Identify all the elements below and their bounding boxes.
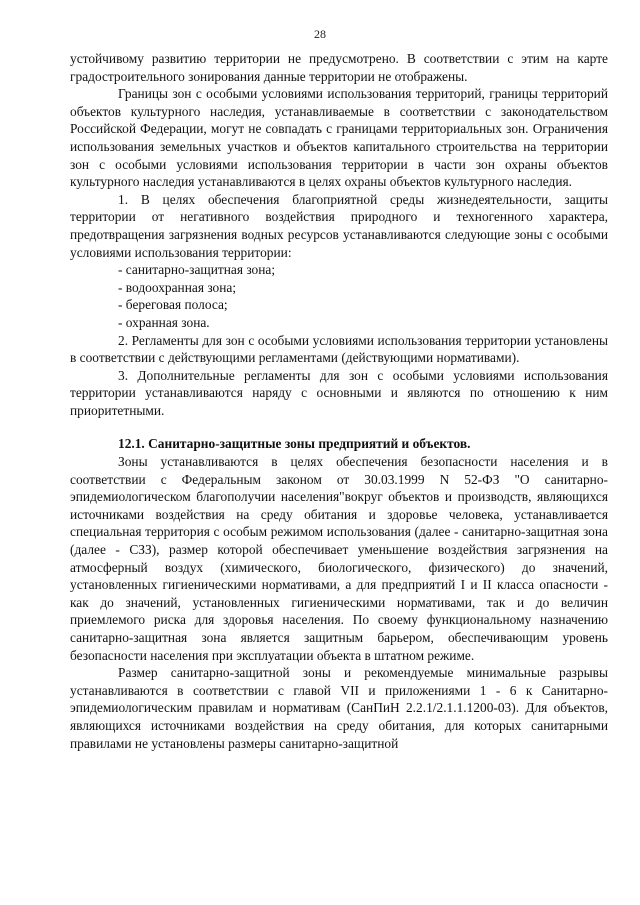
list-item: - охранная зона. bbox=[118, 314, 210, 330]
numbered-paragraph: 3. Дополнительные регламенты для зон с особыми условиями использования территории устанавливаются наряду с основными и являются по отношению к ним приоритетными. bbox=[70, 367, 608, 418]
numbered-paragraph: 1. В целях обеспечения благоприятной среды жизнедеятельности, защиты территории от негативного воздействия природного и техногенного характера, предотвращения загрязнения водных ресурсов устанавливаются следующие зоны с особыми условиями использования территории: bbox=[70, 191, 608, 260]
page-number: 28 bbox=[314, 27, 326, 41]
paragraph: Зоны устанавливаются в целях обеспечения безопасности населения и в соответствии с Федеральным законом от 30.03.1999 N 52-ФЗ "О санитарно-эпидемиологическом благополучии населения"вокруг объектов и производств, являющихся источниками воздействия на среду обитания и здоровье человека, устанавливается специальная территория с особым режимом использования (далее - санитарно-защитная зона (далее - СЗЗ), размер которой обеспечивает уменьшение воздействия загрязнения на атмосферный воздух (химического, биологического, физического) до значений, установленных гигиеническими нормативами, а для предприятий I и II класса опасности - как до значений, установленных гигиеническими нормативами, так и до величин приемлемого риска для здоровья населения. По своему функциональному назначению санитарно-защитная зона является защитным барьером, обеспечивающим уровень безопасности населения при эксплуатации объекта в штатном режиме. bbox=[70, 454, 608, 663]
list-item: - санитарно-защитная зона; bbox=[118, 262, 276, 278]
numbered-paragraph: 2. Регламенты для зон с особыми условиями использования территории установлены в соответствии с действующими регламентами (действующими нормативами). bbox=[70, 332, 608, 366]
section-heading: 12.1. Санитарно-защитные зоны предприятий и объектов. bbox=[118, 436, 471, 452]
page-content bbox=[70, 50, 608, 752]
paragraph: устойчивому развитию территории не предусмотрено. В соответствии с этим на карте градостроительного зонирования данные территории не отображены. bbox=[70, 51, 608, 84]
list-item: - береговая полоса; bbox=[118, 297, 228, 313]
list-item: - водоохранная зона; bbox=[118, 279, 237, 295]
paragraph: Границы зон с особыми условиями использования территорий, границы территорий объектов культурного наследия, устанавливаемые в соответствии с законодательством Российской Федерации, могут не совпадать с границами территориальных зон. Ограничения использования земельных участков и объектов капитального строительства на территории зон с особыми условиями использования территории в части зон охраны объектов культурного наследия устанавливаются в целях охраны объектов культурного наследия. bbox=[70, 86, 608, 190]
paragraph: Размер санитарно-защитной зоны и рекомендуемые минимальные разрывы устанавливаются в соответствии с главой VII и приложениями 1 - 6 к Санитарно-эпидемиологическим правилам и нормативам (СанПиН 2.2.1/2.1.1.1200-03). Для объектов, являющихся источниками воздействия на среду обитания, для которых санитарными правилами не установлены размеры санитарно-защитной bbox=[70, 665, 608, 751]
